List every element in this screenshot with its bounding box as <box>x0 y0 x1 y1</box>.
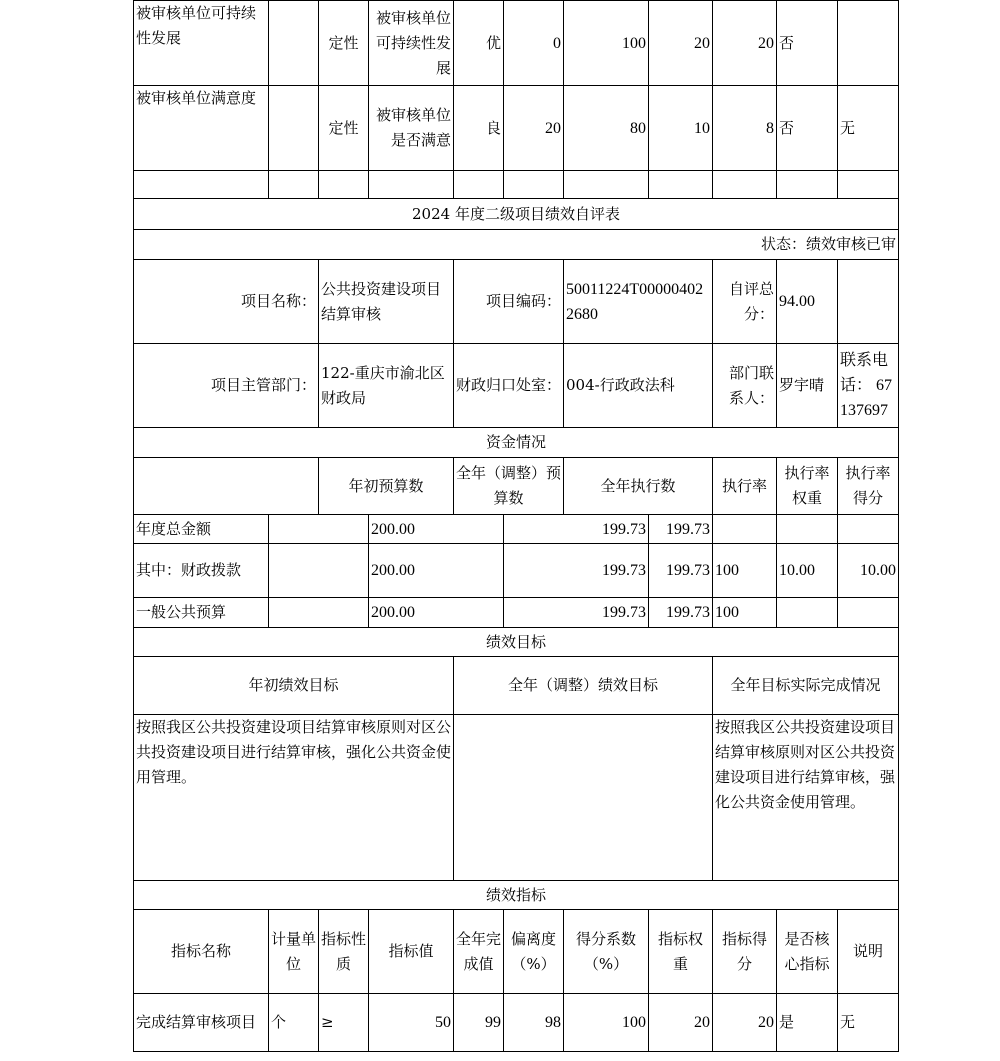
indicator-note <box>838 1 899 86</box>
funds-row <box>134 598 899 628</box>
office-value: 004-行政政法科 <box>564 344 713 428</box>
indicator-core: 否 <box>777 1 838 86</box>
phone-value: 联系电话： 67137697 <box>838 344 899 428</box>
funds-header: 执行率 <box>713 458 777 515</box>
indicator-deviation: 0 <box>504 1 564 86</box>
indicator-score: 20 <box>713 1 777 86</box>
indicator-weight: 10 <box>649 86 713 171</box>
funds-initial: 200.00 <box>369 598 504 628</box>
table-row <box>134 1 899 86</box>
goal-adjusted <box>454 715 713 881</box>
goal-initial: 按照我区公共投资建设项目结算审核原则对区公共投资建设项目进行结算审核，强化公共资金使用管理。 <box>134 715 454 881</box>
indicator-nature: 定性 <box>319 86 369 171</box>
indicator-score: 20 <box>713 994 777 1052</box>
goals-header: 年初绩效目标 <box>134 657 454 715</box>
table-row <box>134 994 899 1052</box>
indicator-header: 计量单位 <box>269 910 319 994</box>
goals-header-row <box>134 657 899 715</box>
self-score-label: 自评总分： <box>713 260 777 344</box>
project-info-row <box>134 260 899 344</box>
indicator-weight: 20 <box>649 1 713 86</box>
project-code: 50011224T000004022680 <box>564 260 713 344</box>
funds-weight <box>777 598 838 628</box>
project-code-label: 项目编码： <box>454 260 564 344</box>
indicator-target: 被审核单位是否满意 <box>369 86 454 171</box>
indicator-header: 偏离度（%） <box>504 910 564 994</box>
funds-score: 10.00 <box>838 544 899 598</box>
indicator-header: 指标名称 <box>134 910 269 994</box>
indicator-note: 无 <box>838 994 899 1052</box>
funds-rate: 100 <box>713 544 777 598</box>
funds-adjusted: 199.73 <box>504 515 649 544</box>
indicator-unit <box>269 1 319 86</box>
goals-content-row <box>134 715 899 881</box>
project-name: 公共投资建设项目结算审核 <box>319 260 454 344</box>
indicator-coef: 80 <box>564 86 649 171</box>
funds-row <box>134 544 899 598</box>
dept-value: 122-重庆市渝北区财政局 <box>319 344 454 428</box>
funds-row <box>134 515 899 544</box>
funds-header: 年初预算数 <box>319 458 454 515</box>
indicator-header: 全年完成值 <box>454 910 504 994</box>
phone-label: 联系电话： <box>840 352 889 394</box>
funds-rate <box>713 515 777 544</box>
indicator-nature: 定性 <box>319 1 369 86</box>
table-row <box>134 86 899 171</box>
indicator-header: 是否核心指标 <box>777 910 838 994</box>
evaluation-table <box>133 0 899 1052</box>
indicator-coef: 100 <box>564 994 649 1052</box>
funds-adjusted: 199.73 <box>504 544 649 598</box>
contact-label: 部门联系人： <box>713 344 777 428</box>
funds-header: 全年执行数 <box>564 458 713 515</box>
indicator-actual: 99 <box>454 994 504 1052</box>
indicator-deviation: 20 <box>504 86 564 171</box>
indicator-header: 指标性质 <box>319 910 369 994</box>
funds-adjusted: 199.73 <box>504 598 649 628</box>
funds-initial: 200.00 <box>369 515 504 544</box>
funds-label: 一般公共预算 <box>134 598 269 628</box>
indicator-score: 8 <box>713 86 777 171</box>
contact-value: 罗宇晴 <box>777 344 838 428</box>
indicator-name: 被审核单位满意度 <box>134 86 269 171</box>
indicator-name: 被审核单位可持续性发展 <box>134 1 269 86</box>
indicator-core: 否 <box>777 86 838 171</box>
status-text: 状态：绩效审核已审 <box>134 230 899 260</box>
goal-actual: 按照我区公共投资建设项目结算审核原则对区公共投资建设项目进行结算审核，强化公共资金使用管理。 <box>713 715 899 881</box>
funds-label: 年度总金额 <box>134 515 269 544</box>
indicator-header: 指标权重 <box>649 910 713 994</box>
indicator-nature: ≥ <box>319 994 369 1052</box>
self-score: 94.00 <box>777 260 838 344</box>
funds-weight <box>777 515 838 544</box>
indicator-unit: 个 <box>269 994 319 1052</box>
indicator-header: 得分系数（%） <box>564 910 649 994</box>
project-name-label: 项目名称： <box>134 260 319 344</box>
funds-header: 全年（调整）预算数 <box>454 458 564 515</box>
funds-executed: 199.73 <box>649 515 713 544</box>
indicator-target: 被审核单位可持续性发展 <box>369 1 454 86</box>
indicators-section-title: 绩效指标 <box>134 881 899 910</box>
indicator-name: 完成结算审核项目 <box>134 994 269 1052</box>
funds-score <box>838 598 899 628</box>
funds-executed: 199.73 <box>649 544 713 598</box>
indicator-header: 指标值 <box>369 910 454 994</box>
indicator-weight: 20 <box>649 994 713 1052</box>
funds-executed: 199.73 <box>649 598 713 628</box>
dept-info-row <box>134 344 899 428</box>
funds-initial: 200.00 <box>369 544 504 598</box>
indicator-header: 说明 <box>838 910 899 994</box>
indicators-header-row <box>134 910 899 994</box>
indicator-core: 是 <box>777 994 838 1052</box>
office-label: 财政归口处室： <box>454 344 564 428</box>
indicator-actual: 良 <box>454 86 504 171</box>
indicator-deviation: 98 <box>504 994 564 1052</box>
indicator-actual: 优 <box>454 1 504 86</box>
funds-section-title: 资金情况 <box>134 428 899 458</box>
form-title: 2024 年度二级项目绩效自评表 <box>134 199 899 230</box>
indicator-header: 指标得分 <box>713 910 777 994</box>
indicator-unit <box>269 86 319 171</box>
funds-label: 其中：财政拨款 <box>134 544 269 598</box>
funds-rate: 100 <box>713 598 777 628</box>
funds-header: 执行率权重 <box>777 458 838 515</box>
funds-weight: 10.00 <box>777 544 838 598</box>
funds-score <box>838 515 899 544</box>
goals-section-title: 绩效目标 <box>134 628 899 657</box>
goals-header: 全年目标实际完成情况 <box>713 657 899 715</box>
evaluation-form <box>133 0 898 1052</box>
funds-header: 执行率得分 <box>838 458 899 515</box>
indicator-target: 50 <box>369 994 454 1052</box>
goals-header: 全年（调整）绩效目标 <box>454 657 713 715</box>
indicator-note: 无 <box>838 86 899 171</box>
empty-row <box>134 171 899 199</box>
indicator-coef: 100 <box>564 1 649 86</box>
dept-label: 项目主管部门： <box>134 344 319 428</box>
funds-header-row <box>134 458 899 515</box>
